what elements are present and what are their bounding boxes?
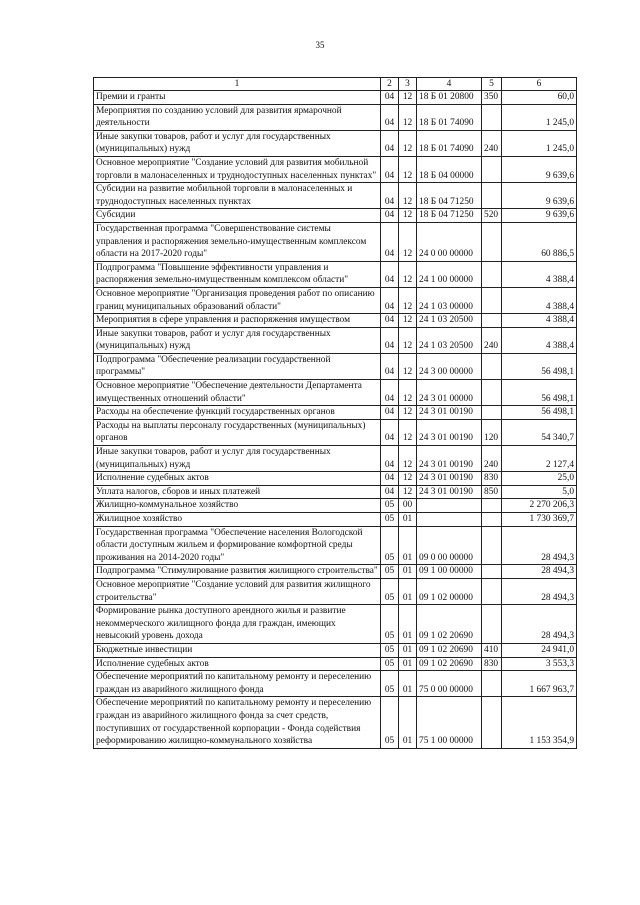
section-code: 05 <box>381 526 399 565</box>
expense-type-code: 120 <box>482 419 502 445</box>
table-row <box>94 499 577 513</box>
subsection-code: 12 <box>399 287 417 313</box>
item-name: Основное мероприятие "Создание условий для развития мобильной торговли в малонаселенных и труднодоступных населенных пунктах" <box>94 156 381 182</box>
target-article-code: 09 1 02 20690 <box>417 657 482 671</box>
subsection-code: 12 <box>399 156 417 182</box>
table-row <box>94 472 577 486</box>
subsection-code: 12 <box>399 183 417 209</box>
item-name: Иные закупки товаров, работ и услуг для государственных (муниципальных) нужд <box>94 130 381 156</box>
amount: 25,0 <box>502 472 577 486</box>
target-article-code: 24 1 03 20500 <box>417 314 482 328</box>
expense-type-code <box>482 380 502 406</box>
target-article-code: 09 1 02 20690 <box>417 605 482 644</box>
section-code: 05 <box>381 643 399 657</box>
col-header-expense-type: 5 <box>482 78 502 91</box>
expense-type-code <box>482 697 502 748</box>
expense-type-code: 520 <box>482 209 502 223</box>
table-row <box>94 406 577 420</box>
subsection-code: 12 <box>399 380 417 406</box>
subsection-code: 00 <box>399 499 417 513</box>
expense-type-code <box>482 353 502 379</box>
amount: 3 553,3 <box>502 657 577 671</box>
expense-type-code <box>482 104 502 130</box>
table-row <box>94 643 577 657</box>
section-code: 04 <box>381 472 399 486</box>
subsection-code: 12 <box>399 353 417 379</box>
subsection-code: 01 <box>399 643 417 657</box>
target-article-code <box>417 513 482 527</box>
target-article-code: 09 1 00 00000 <box>417 565 482 579</box>
amount: 54 340,7 <box>502 419 577 445</box>
target-article-code: 24 1 03 00000 <box>417 287 482 313</box>
amount: 56 498,1 <box>502 380 577 406</box>
subsection-code: 12 <box>399 472 417 486</box>
item-name: Исполнение судебных актов <box>94 472 381 486</box>
subsection-code: 01 <box>399 605 417 644</box>
expense-type-code <box>482 222 502 261</box>
item-name: Расходы на обеспечение функций государственных органов <box>94 406 381 420</box>
amount: 4 388,4 <box>502 314 577 328</box>
table-row <box>94 261 577 287</box>
item-name: Государственная программа "Совершенствование системы управления и распоряжения земельно-имущественным комплексом области на 2017-2020 годы" <box>94 222 381 261</box>
target-article-code: 24 3 01 00190 <box>417 446 482 472</box>
item-name: Государственная программа "Обеспечение населения Вологодской области доступным жильем и формирование комфортной среды проживания на 2014-2020 годы" <box>94 526 381 565</box>
amount: 60 886,5 <box>502 222 577 261</box>
item-name: Иные закупки товаров, работ и услуг для государственных (муниципальных) нужд <box>94 327 381 353</box>
amount: 1 153 354,9 <box>502 697 577 748</box>
target-article-code: 24 3 01 00190 <box>417 419 482 445</box>
item-name: Расходы на выплаты персоналу государственных (муниципальных) органов <box>94 419 381 445</box>
table-row <box>94 104 577 130</box>
target-article-code: 18 Б 01 74090 <box>417 130 482 156</box>
table-row <box>94 446 577 472</box>
section-code: 04 <box>381 327 399 353</box>
target-article-code: 24 1 00 00000 <box>417 261 482 287</box>
amount: 2 270 206,3 <box>502 499 577 513</box>
table-row <box>94 657 577 671</box>
expense-type-code <box>482 671 502 697</box>
expense-type-code <box>482 287 502 313</box>
expense-type-code <box>482 513 502 527</box>
item-name: Подпрограмма "Стимулирование развития жилищного строительства" <box>94 565 381 579</box>
col-header-subsection: 3 <box>399 78 417 91</box>
item-name: Бюджетные инвестиции <box>94 643 381 657</box>
item-name: Основное мероприятие "Создание условий для развития жилищного строительства" <box>94 578 381 604</box>
section-code: 04 <box>381 314 399 328</box>
subsection-code: 12 <box>399 327 417 353</box>
section-code: 05 <box>381 513 399 527</box>
target-article-code: 09 1 02 20690 <box>417 643 482 657</box>
item-name: Премии и гранты <box>94 91 381 105</box>
target-article-code: 24 3 00 00000 <box>417 353 482 379</box>
table-row <box>94 209 577 223</box>
expense-type-code: 830 <box>482 657 502 671</box>
section-code: 04 <box>381 406 399 420</box>
item-name: Мероприятия в сфере управления и распоряжения имуществом <box>94 314 381 328</box>
amount: 28 494,3 <box>502 605 577 644</box>
target-article-code: 24 3 01 00190 <box>417 406 482 420</box>
table-row <box>94 183 577 209</box>
subsection-code: 01 <box>399 578 417 604</box>
expense-type-code <box>482 261 502 287</box>
amount: 2 127,4 <box>502 446 577 472</box>
amount: 4 388,4 <box>502 261 577 287</box>
subsection-code: 01 <box>399 657 417 671</box>
item-name: Основное мероприятие "Обеспечение деятельности Департамента имущественных отношений области" <box>94 380 381 406</box>
table-row <box>94 287 577 313</box>
amount: 1 245,0 <box>502 104 577 130</box>
amount: 1 667 963,7 <box>502 671 577 697</box>
table-row <box>94 380 577 406</box>
col-header-section: 2 <box>381 78 399 91</box>
expense-type-code <box>482 605 502 644</box>
amount: 24 941,0 <box>502 643 577 657</box>
subsection-code: 01 <box>399 671 417 697</box>
section-code: 04 <box>381 91 399 105</box>
table-row <box>94 605 577 644</box>
amount: 4 388,4 <box>502 327 577 353</box>
expense-type-code: 410 <box>482 643 502 657</box>
amount: 9 639,6 <box>502 156 577 182</box>
amount: 9 639,6 <box>502 209 577 223</box>
item-name: Подпрограмма "Повышение эффективности управления и распоряжения земельно-имущественным комплексом области" <box>94 261 381 287</box>
subsection-code: 12 <box>399 485 417 499</box>
item-name: Формирование рынка доступного арендного жилья и развитие некоммерческого жилищного фонда для граждан, имеющих невысокий уровень дохода <box>94 605 381 644</box>
section-code: 05 <box>381 578 399 604</box>
subsection-code: 01 <box>399 565 417 579</box>
table-row <box>94 156 577 182</box>
amount: 28 494,3 <box>502 526 577 565</box>
amount: 4 388,4 <box>502 287 577 313</box>
table-row <box>94 671 577 697</box>
amount: 60,0 <box>502 91 577 105</box>
target-article-code: 18 Б 04 71250 <box>417 209 482 223</box>
subsection-code: 12 <box>399 314 417 328</box>
amount: 5,0 <box>502 485 577 499</box>
amount: 1 245,0 <box>502 130 577 156</box>
table-row <box>94 526 577 565</box>
item-name: Исполнение судебных актов <box>94 657 381 671</box>
table-row <box>94 353 577 379</box>
section-code: 04 <box>381 261 399 287</box>
target-article-code: 09 0 00 00000 <box>417 526 482 565</box>
col-header-target-article: 4 <box>417 78 482 91</box>
amount: 56 498,1 <box>502 353 577 379</box>
expense-type-code: 850 <box>482 485 502 499</box>
amount: 1 730 369,7 <box>502 513 577 527</box>
amount: 28 494,3 <box>502 578 577 604</box>
item-name: Уплата налогов, сборов и иных платежей <box>94 485 381 499</box>
expense-type-code <box>482 499 502 513</box>
subsection-code: 01 <box>399 526 417 565</box>
section-code: 04 <box>381 183 399 209</box>
target-article-code: 18 Б 04 71250 <box>417 183 482 209</box>
item-name: Основное мероприятие "Организация проведения работ по описанию границ муниципальных образований области" <box>94 287 381 313</box>
target-article-code: 75 0 00 00000 <box>417 671 482 697</box>
subsection-code: 12 <box>399 104 417 130</box>
table-row <box>94 222 577 261</box>
subsection-code: 12 <box>399 209 417 223</box>
subsection-code: 12 <box>399 419 417 445</box>
item-name: Субсидии <box>94 209 381 223</box>
target-article-code: 18 Б 01 20800 <box>417 91 482 105</box>
expense-type-code <box>482 565 502 579</box>
page-number: 35 <box>315 40 325 50</box>
table-row <box>94 91 577 105</box>
target-article-code: 18 Б 01 74090 <box>417 104 482 130</box>
col-header-name: 1 <box>94 78 381 91</box>
section-code: 05 <box>381 565 399 579</box>
subsection-code: 01 <box>399 513 417 527</box>
expense-type-code <box>482 314 502 328</box>
table-row <box>94 565 577 579</box>
target-article-code: 24 3 01 00190 <box>417 485 482 499</box>
target-article-code: 18 Б 04 00000 <box>417 156 482 182</box>
section-code: 04 <box>381 380 399 406</box>
table-row <box>94 419 577 445</box>
item-name: Субсидии на развитие мобильной торговли в малонаселенных и труднодоступных населенных пунктах <box>94 183 381 209</box>
item-name: Мероприятия по созданию условий для развития ярмарочной деятельности <box>94 104 381 130</box>
target-article-code: 24 1 03 20500 <box>417 327 482 353</box>
amount: 9 639,6 <box>502 183 577 209</box>
item-name: Обеспечение мероприятий по капитальному ремонту и переселению граждан из аварийного жилищного фонда <box>94 671 381 697</box>
item-name: Жилищно-коммунальное хозяйство <box>94 499 381 513</box>
subsection-code: 12 <box>399 222 417 261</box>
section-code: 04 <box>381 485 399 499</box>
table-row <box>94 513 577 527</box>
amount: 28 494,3 <box>502 565 577 579</box>
section-code: 04 <box>381 222 399 261</box>
table-row <box>94 485 577 499</box>
expense-type-code: 240 <box>482 130 502 156</box>
expense-type-code <box>482 156 502 182</box>
item-name: Жилищное хозяйство <box>94 513 381 527</box>
section-code: 04 <box>381 419 399 445</box>
section-code: 04 <box>381 104 399 130</box>
item-name: Подпрограмма "Обеспечение реализации государственной программы" <box>94 353 381 379</box>
table-header-row <box>94 78 577 91</box>
section-code: 05 <box>381 671 399 697</box>
section-code: 05 <box>381 605 399 644</box>
section-code: 05 <box>381 499 399 513</box>
table-row <box>94 578 577 604</box>
section-code: 05 <box>381 657 399 671</box>
expense-type-code: 240 <box>482 327 502 353</box>
section-code: 04 <box>381 209 399 223</box>
expense-type-code <box>482 406 502 420</box>
target-article-code: 75 1 00 00000 <box>417 697 482 748</box>
col-header-amount: 6 <box>502 78 577 91</box>
budget-table <box>93 77 577 749</box>
target-article-code: 09 1 02 00000 <box>417 578 482 604</box>
subsection-code: 12 <box>399 91 417 105</box>
expense-type-code: 240 <box>482 446 502 472</box>
table-row <box>94 314 577 328</box>
section-code: 04 <box>381 446 399 472</box>
expense-type-code <box>482 526 502 565</box>
subsection-code: 12 <box>399 130 417 156</box>
section-code: 04 <box>381 156 399 182</box>
target-article-code: 24 0 00 00000 <box>417 222 482 261</box>
subsection-code: 12 <box>399 446 417 472</box>
expense-type-code <box>482 183 502 209</box>
target-article-code: 24 3 01 00000 <box>417 380 482 406</box>
expense-type-code <box>482 578 502 604</box>
section-code: 04 <box>381 287 399 313</box>
target-article-code: 24 3 01 00190 <box>417 472 482 486</box>
subsection-code: 01 <box>399 697 417 748</box>
section-code: 05 <box>381 697 399 748</box>
section-code: 04 <box>381 130 399 156</box>
subsection-code: 12 <box>399 261 417 287</box>
section-code: 04 <box>381 353 399 379</box>
subsection-code: 12 <box>399 406 417 420</box>
target-article-code <box>417 499 482 513</box>
table-row <box>94 327 577 353</box>
table-row <box>94 697 577 748</box>
expense-type-code: 830 <box>482 472 502 486</box>
amount: 56 498,1 <box>502 406 577 420</box>
expense-type-code: 350 <box>482 91 502 105</box>
item-name: Обеспечение мероприятий по капитальному ремонту и переселению граждан из аварийного жилищного фонда за счет средств, поступивших от государственной корпорации - Фонда содействия реформированию жилищно-коммунального хозяйства <box>94 697 381 748</box>
item-name: Иные закупки товаров, работ и услуг для государственных (муниципальных) нужд <box>94 446 381 472</box>
table-row <box>94 130 577 156</box>
